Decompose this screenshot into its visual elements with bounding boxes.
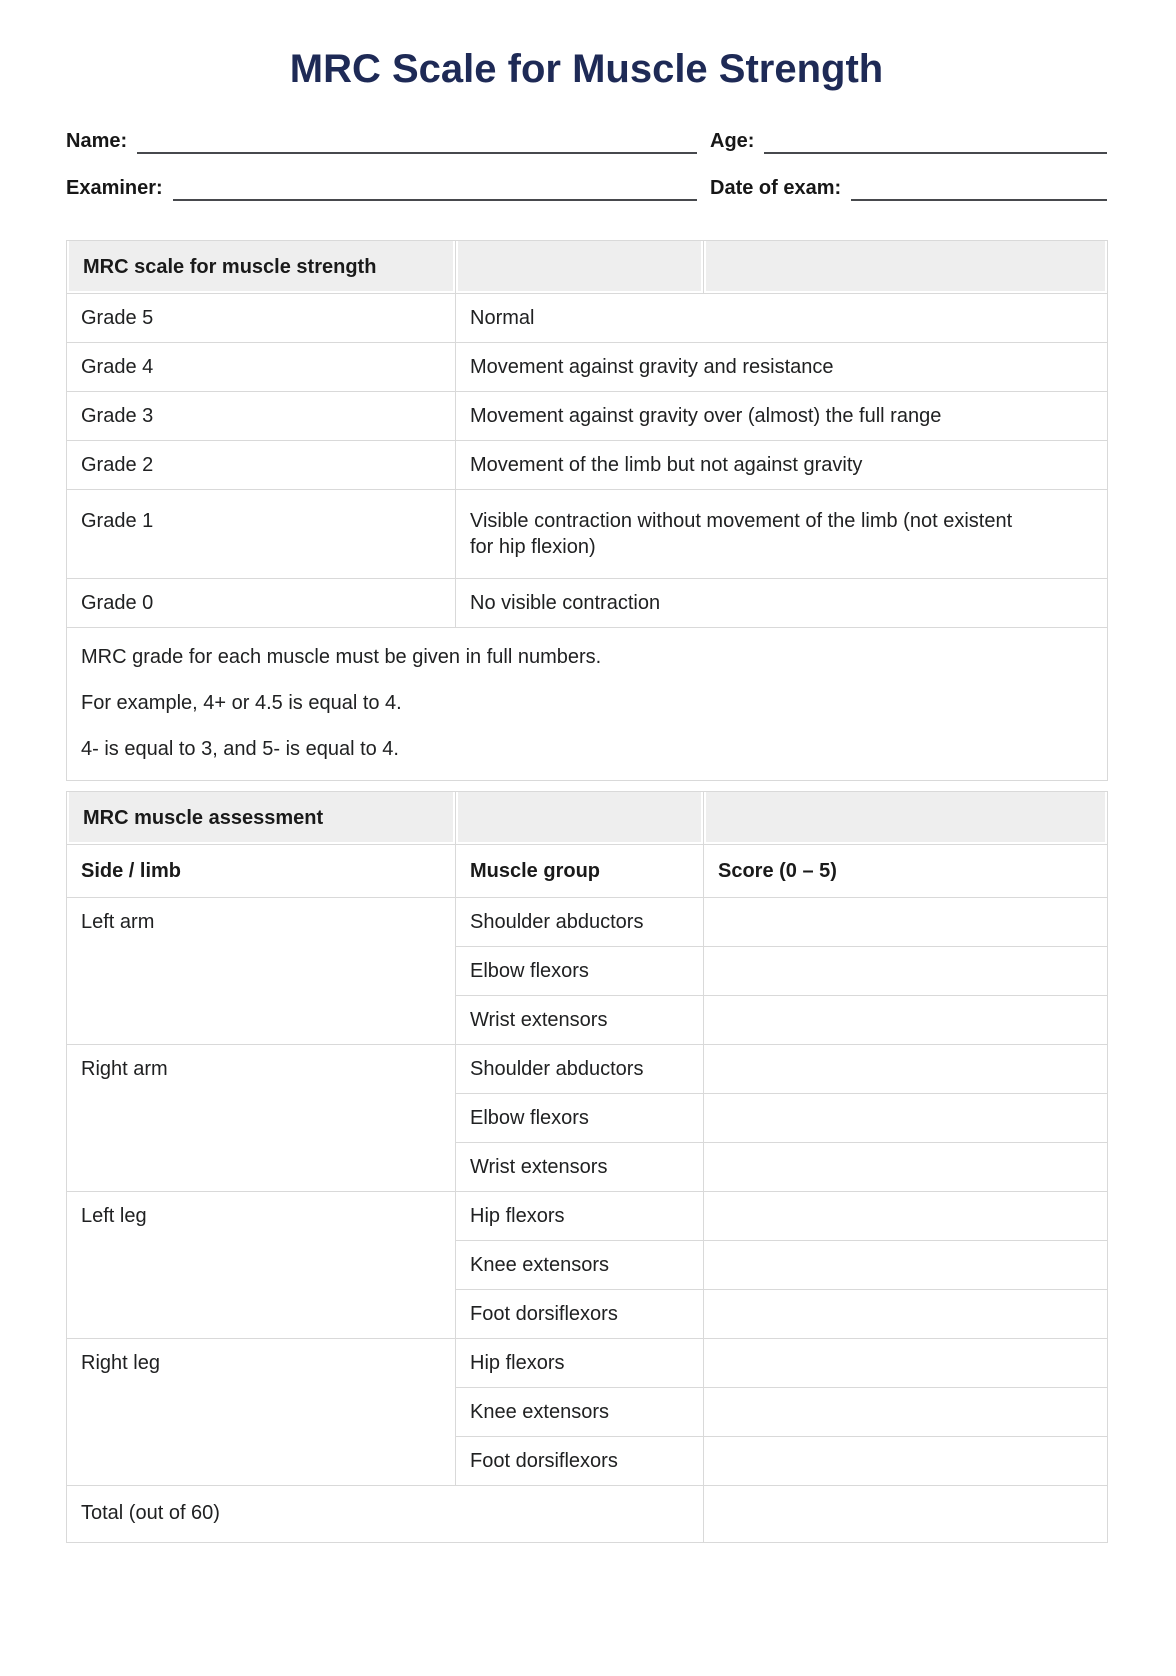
grade-label: Grade 2	[67, 441, 456, 490]
grade-description-cell	[456, 392, 1108, 441]
grade-description-cell	[456, 579, 1108, 628]
form-row-examiner-date	[66, 163, 1107, 201]
score-cell[interactable]	[704, 1437, 1108, 1486]
assessment-table-header-row	[67, 792, 1108, 845]
muscle-group-label: Foot dorsiflexors	[456, 1290, 704, 1339]
column-header-side-limb: Side / limb	[67, 845, 456, 898]
muscle-group-label: Knee extensors	[456, 1241, 704, 1290]
score-cell[interactable]	[704, 1045, 1108, 1094]
assessment-table-header-spacer	[704, 792, 1108, 845]
grade-label: Grade 5	[67, 294, 456, 343]
scale-note: 4- is equal to 3, and 5- is equal to 4.	[81, 738, 399, 760]
page-title: MRC Scale for Muscle Strength	[289, 47, 884, 91]
grade-description-cell	[456, 343, 1108, 392]
name-input-line[interactable]	[137, 130, 697, 154]
muscle-group-label: Shoulder abductors	[456, 1045, 704, 1094]
table-row-left-arm-shoulder	[67, 898, 1108, 947]
grade-description: Movement of the limb but not against gravity	[470, 454, 863, 476]
patient-info-section	[66, 116, 1107, 201]
table-row-right-arm-shoulder	[67, 1045, 1108, 1094]
grade-label: Grade 1	[67, 490, 456, 579]
document-page	[66, 46, 1107, 1543]
scale-table-header-spacer	[704, 241, 1108, 294]
score-cell[interactable]	[704, 1094, 1108, 1143]
scale-note: MRC grade for each muscle must be given in full numbers.	[81, 646, 602, 668]
scale-notes-cell	[67, 628, 1108, 781]
table-row-grade-1	[67, 490, 1108, 579]
table-row-grade-5	[67, 294, 1108, 343]
assessment-table	[66, 791, 1108, 1543]
scale-table-title: MRC scale for muscle strength	[67, 241, 456, 294]
muscle-group-label: Elbow flexors	[456, 947, 704, 996]
muscle-group-label: Hip flexors	[456, 1339, 704, 1388]
grade-description-cell	[456, 490, 1108, 579]
date-of-exam-label: Date of exam:	[710, 177, 842, 199]
scale-table	[66, 240, 1108, 781]
side-limb-label-right-leg: Right leg	[67, 1339, 456, 1486]
table-row-grade-0	[67, 579, 1108, 628]
total-score-cell[interactable]	[704, 1486, 1108, 1543]
muscle-group-label: Hip flexors	[456, 1192, 704, 1241]
muscle-group-label: Foot dorsiflexors	[456, 1437, 704, 1486]
column-header-score: Score (0 – 5)	[704, 845, 1108, 898]
date-of-exam-input-line[interactable]	[851, 177, 1107, 201]
age-field-group	[710, 128, 1107, 154]
age-input-line[interactable]	[764, 130, 1107, 154]
muscle-group-label: Knee extensors	[456, 1388, 704, 1437]
table-row-grade-3	[67, 392, 1108, 441]
grade-description: Movement against gravity over (almost) the full range	[470, 405, 942, 427]
table-row-grade-4	[67, 343, 1108, 392]
total-label: Total (out of 60)	[67, 1486, 704, 1543]
grade-description: Normal	[470, 307, 535, 329]
score-cell[interactable]	[704, 996, 1108, 1045]
score-cell[interactable]	[704, 1241, 1108, 1290]
scale-notes-row	[67, 628, 1108, 781]
side-limb-label-left-leg: Left leg	[67, 1192, 456, 1339]
grade-label: Grade 3	[67, 392, 456, 441]
muscle-group-label: Wrist extensors	[456, 996, 704, 1045]
grade-description: Movement against gravity and resistance	[470, 356, 834, 378]
muscle-group-label: Elbow flexors	[456, 1094, 704, 1143]
muscle-group-label: Wrist extensors	[456, 1143, 704, 1192]
scale-table-header-row	[67, 241, 1108, 294]
examiner-input-line[interactable]	[173, 177, 697, 201]
date-of-exam-field-group	[710, 175, 1107, 201]
grade-description: Visible contraction without movement of the limb (not existent for hip flexion)	[470, 510, 1013, 558]
scale-note: For example, 4+ or 4.5 is equal to 4.	[81, 692, 402, 714]
score-cell[interactable]	[704, 898, 1108, 947]
name-label: Name:	[66, 130, 128, 152]
grade-description: No visible contraction	[470, 592, 661, 614]
column-header-muscle-group: Muscle group	[456, 845, 704, 898]
score-cell[interactable]	[704, 947, 1108, 996]
score-cell[interactable]	[704, 1143, 1108, 1192]
grade-description-cell	[456, 441, 1108, 490]
grade-description-cell	[456, 294, 1108, 343]
table-row-right-leg-hip	[67, 1339, 1108, 1388]
scale-table-header-spacer	[456, 241, 704, 294]
side-limb-label-left-arm: Left arm	[67, 898, 456, 1045]
grade-label: Grade 4	[67, 343, 456, 392]
name-field-group	[66, 128, 697, 154]
score-cell[interactable]	[704, 1388, 1108, 1437]
score-cell[interactable]	[704, 1192, 1108, 1241]
grade-label: Grade 0	[67, 579, 456, 628]
score-cell[interactable]	[704, 1339, 1108, 1388]
side-limb-label-right-arm: Right arm	[67, 1045, 456, 1192]
examiner-label: Examiner:	[66, 177, 163, 199]
table-row-grade-2	[67, 441, 1108, 490]
muscle-group-label: Shoulder abductors	[456, 898, 704, 947]
score-cell[interactable]	[704, 1290, 1108, 1339]
assessment-table-header-spacer	[456, 792, 704, 845]
assessment-column-header-row	[67, 845, 1108, 898]
form-row-name-age	[66, 116, 1107, 154]
total-row	[67, 1486, 1108, 1543]
table-row-left-leg-hip	[67, 1192, 1108, 1241]
assessment-table-title: MRC muscle assessment	[67, 792, 456, 845]
age-label: Age:	[710, 130, 755, 152]
examiner-field-group	[66, 175, 697, 201]
